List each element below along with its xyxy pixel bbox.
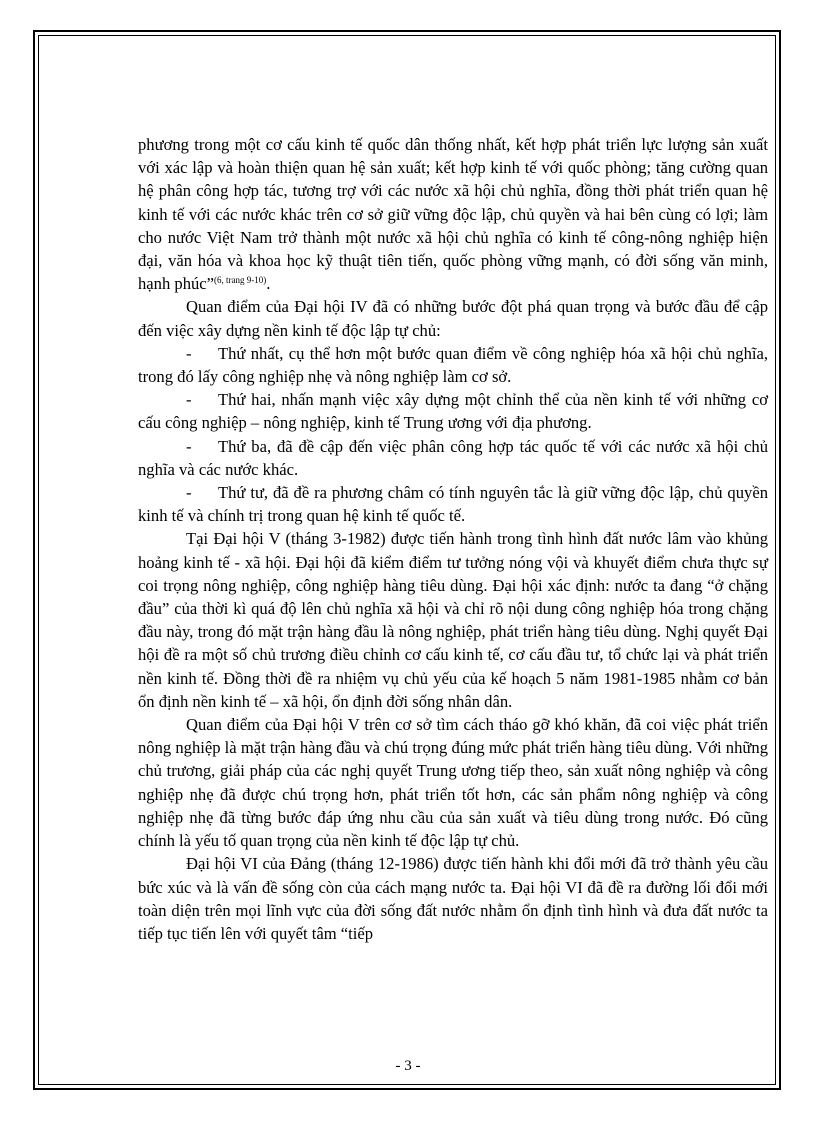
bullet-dash: - — [186, 483, 192, 503]
bullet-dash: - — [186, 436, 192, 456]
bullet-text: Thứ nhất, cụ thể hơn một bước quan điểm về công nghiệp hóa xã hội chủ nghĩa, trong đó lấy công nghiệp nhẹ và nông nghiệp làm cơ sở. — [138, 343, 768, 387]
bullet-text: Thứ hai, nhấn mạnh việc xây dựng một chỉnh thể của nền kinh tế với những cơ cấu công nghiệp – nông nghiệp, kinh tế Trung ương với địa phương. — [138, 390, 768, 433]
bullet-item — [138, 481, 768, 527]
paragraph-text: phương trong một cơ cấu kinh tế quốc dân thống nhất, kết hợp phát triển lực lượng sản xuất với xác lập và hoàn thiện quan hệ sản xuất; kết hợp kinh tế với quốc phòng; tăng cường quan hệ phân công hợp tác, tương trợ với các nước xã hội chủ nghĩa, đồng thời phát triển quan hệ kinh tế với các nước khác trên cơ sở giữ vững độc lập, chủ quyền và hai bên cùng có lợi; làm cho nước Việt Nam trở thành một nước xã hội chủ nghĩa có kinh tế công-nông nghiệp hiện đại, văn hóa và khoa học kỹ thuật tiên tiến, quốc phòng vững mạnh, có đời sống văn minh, hạnh phúc” — [138, 135, 768, 294]
bullet-text: Thứ tư, đã đề ra phương châm có tính nguyên tắc là giữ vững độc lập, chủ quyền kinh tế và chính trị trong quan hệ kinh tế quốc tế. — [138, 483, 768, 526]
bullet-item — [138, 388, 768, 434]
bullet-dash: - — [186, 343, 192, 363]
paragraph: Quan điểm của Đại hội IV đã có những bước đột phá quan trọng và bước đầu để cập đến việc xây dựng nền kinh tế độc lập tự chủ: — [138, 297, 768, 340]
bullet-item — [138, 435, 768, 481]
paragraph-continuation — [138, 133, 768, 295]
paragraph-tail: . — [266, 274, 271, 294]
bullet-text: Thứ ba, đã đề cập đến việc phân công hợp tác quốc tế với các nước xã hội chủ nghĩa và các nước khác. — [138, 436, 768, 479]
paragraph: Đại hội VI của Đảng (tháng 12-1986) được tiến hành khi đổi mới đã trở thành yêu cầu bức xúc và là vấn đề sống còn của cách mạng nước ta. Đại hội VI đã đề ra đường lối đổi mới toàn diện trên mọi lĩnh vực của đời sống đất nước nhằm ổn định tình hình và đưa đất nước ta tiếp tục tiến lên với quyết tâm “tiếp — [138, 854, 768, 943]
paragraph: Tại Đại hội V (tháng 3-1982) được tiến hành trong tình hình đất nước lâm vào khủng hoảng kinh tế - xã hội. Đại hội đã kiểm điểm tư tưởng nóng vội và khuyết điểm chưa thực sự coi trọng nông nghiệp, công nghiệp hàng tiêu dùng. Đại hội xác định: nước ta đang “ở chặng đầu” của thời kì quá độ lên chủ nghĩa xã hội và chỉ rõ nội dung công nghiệp hóa trong chặng đầu này, trong đó mặt trận hàng đầu là nông nghiệp, phát triển hàng tiêu dùng. Nghị quyết Đại hội đề ra một số chủ trương điều chỉnh cơ cấu kinh tế, cơ cấu đầu tư, tổ chức lại và phát triển nền kinh tế. Đồng thời đề ra nhiệm vụ chủ yếu của kế hoạch 5 năm 1981-1985 nhằm cơ bản ổn định nền kinh tế – xã hội, ổn định đời sống nhân dân. — [138, 529, 768, 711]
document-body — [138, 133, 768, 945]
page-number: - 3 - — [395, 1058, 421, 1074]
bullet-item — [138, 342, 768, 388]
paragraph: Quan điểm của Đại hội V trên cơ sở tìm cách tháo gỡ khó khăn, đã coi việc phát triển nông nghiệp là mặt trận hàng đầu và chú trọng đúng mức phát triển hàng tiêu dùng. Với những chủ trương, giải pháp của các nghị quyết Trung ương tiếp theo, sản xuất nông nghiệp và công nghiệp nhẹ đã được chú trọng hơn, phát triển tốt hơn, các sản phẩm nông nghiệp và công nghiệp nhẹ đã từng bước đáp ứng nhu cầu của sản xuất và tiêu dùng trong nước. Đó cũng chính là yếu tố quan trọng của nền kinh tế độc lập tự chủ. — [138, 715, 768, 851]
bullet-dash: - — [186, 390, 192, 410]
citation: (6, trang 9-10) — [214, 275, 267, 286]
